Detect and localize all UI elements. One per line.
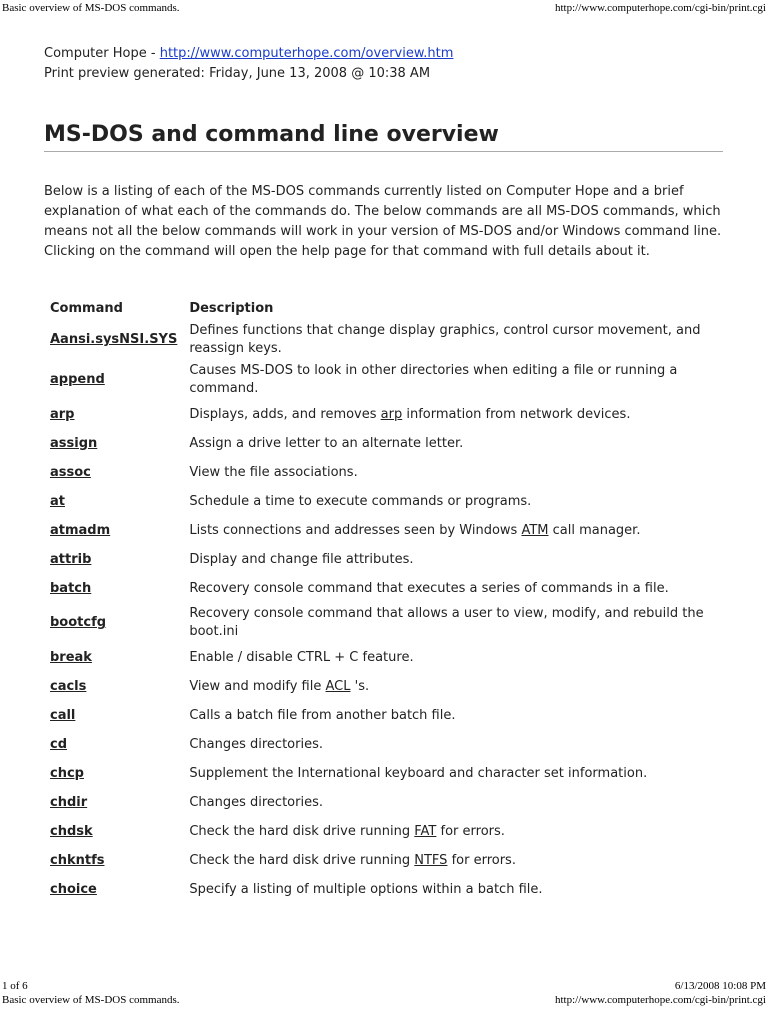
description-text: 's.: [350, 678, 370, 694]
table-row: [44, 672, 723, 701]
command-cell: [44, 701, 183, 730]
description-text: View and modify file: [189, 678, 326, 694]
description-text: for errors.: [436, 823, 505, 839]
description-cell: View the file associations.: [189, 464, 358, 480]
command-link[interactable]: Aansi.sysNSI.SYS: [50, 332, 178, 347]
table-row: [44, 360, 723, 400]
description-text: Check the hard disk drive running: [189, 823, 415, 839]
table-row: [44, 458, 723, 487]
command-cell: [44, 574, 183, 603]
command-cell: [44, 487, 183, 516]
description-cell: Supplement the International keyboard and character set information.: [189, 765, 648, 781]
command-link[interactable]: choice: [50, 881, 97, 897]
intro-paragraph: Below is a listing of each of the MS-DOS commands currently listed on Computer Hope and a brief explanation of what each of the commands do. The below commands are all MS-DOS commands, which means not all the below commands will work in your version of MS-DOS and/or Windows command line. Clicking on the command will open the help page for that command with full details about it.: [44, 184, 722, 259]
command-link[interactable]: bootcfg: [50, 615, 107, 630]
command-link[interactable]: chdsk: [50, 823, 93, 839]
command-link[interactable]: break: [50, 649, 92, 665]
source-link[interactable]: http://www.computerhope.com/overview.htm: [159, 46, 454, 61]
print-footer: [0, 980, 768, 1020]
command-link[interactable]: assoc: [50, 464, 91, 480]
description-cell: [183, 400, 723, 429]
page-content: [44, 44, 723, 897]
command-link[interactable]: cd: [50, 736, 68, 752]
description-cell: Calls a batch file from another batch file.: [189, 707, 456, 723]
command-cell: [44, 672, 183, 701]
table-row: [44, 817, 723, 846]
table-row: [44, 545, 723, 574]
description-text: Displays, adds, and removes: [189, 406, 381, 422]
table-row: [44, 487, 723, 516]
glossary-link[interactable]: ACL: [325, 678, 351, 694]
description-cell: Defines functions that change display graphics, control cursor movement, and reassign keys.: [189, 323, 701, 356]
table-row: [44, 846, 723, 875]
table-row: [44, 516, 723, 545]
command-cell: [44, 875, 183, 904]
command-cell: [44, 429, 183, 458]
column-header-description: Description: [189, 300, 274, 316]
table-row: [44, 603, 723, 643]
description-cell: Changes directories.: [189, 794, 323, 810]
print-footer-title: Basic overview of MS-DOS commands.: [2, 994, 180, 1006]
table-row: [44, 875, 723, 904]
source-prefix: Computer Hope -: [44, 46, 160, 61]
print-header: [0, 2, 768, 16]
page-title: MS-DOS and command line overview: [44, 122, 723, 152]
commands-table-body: [44, 320, 723, 904]
table-row: [44, 643, 723, 672]
description-text: call manager.: [548, 522, 641, 538]
command-link[interactable]: arp: [50, 406, 75, 422]
print-footer-datetime: 6/13/2008 10:08 PM: [674, 980, 766, 992]
description-text: Lists connections and addresses seen by Windows: [189, 522, 522, 538]
generated-line: Print preview generated: Friday, June 13, 2008 @ 10:38 AM: [44, 66, 431, 81]
description-cell: [183, 817, 723, 846]
table-row: [44, 788, 723, 817]
command-cell: [44, 846, 183, 875]
source-line: [44, 44, 723, 64]
description-cell: Changes directories.: [189, 736, 323, 752]
command-link[interactable]: chkntfs: [50, 852, 105, 868]
command-cell: [44, 458, 183, 487]
description-text: information from network devices.: [402, 406, 631, 422]
command-link[interactable]: chcp: [50, 765, 84, 781]
description-cell: [183, 516, 723, 545]
command-link[interactable]: chdir: [50, 794, 88, 810]
command-link[interactable]: assign: [50, 435, 98, 451]
command-link[interactable]: batch: [50, 580, 92, 596]
command-cell: [44, 400, 183, 429]
table-row: [44, 759, 723, 788]
command-cell: [44, 545, 183, 574]
command-link[interactable]: at: [50, 493, 65, 509]
print-footer-page: 1 of 6: [2, 980, 28, 992]
table-header-row: [44, 296, 723, 320]
command-cell: [44, 817, 183, 846]
command-link[interactable]: attrib: [50, 551, 92, 567]
command-cell: [44, 730, 183, 759]
glossary-link[interactable]: arp: [380, 406, 403, 422]
description-text: for errors.: [447, 852, 516, 868]
description-cell: Enable / disable CTRL + C feature.: [189, 649, 414, 665]
description-cell: [183, 846, 723, 875]
glossary-link[interactable]: FAT: [414, 823, 437, 839]
command-cell: [44, 360, 183, 400]
description-cell: Recovery console command that allows a user to view, modify, and rebuild the boot.ini: [189, 606, 704, 639]
description-cell: Causes MS-DOS to look in other directories when editing a file or running a command.: [189, 363, 678, 396]
command-cell: [44, 759, 183, 788]
commands-table: [44, 296, 723, 904]
command-cell: [44, 788, 183, 817]
command-cell: [44, 603, 183, 643]
command-link[interactable]: atmadm: [50, 522, 111, 538]
description-cell: Schedule a time to execute commands or programs.: [189, 493, 532, 509]
description-cell: Display and change file attributes.: [189, 551, 414, 567]
table-row: [44, 400, 723, 429]
table-row: [44, 574, 723, 603]
print-header-title: Basic overview of MS-DOS commands.: [2, 2, 180, 14]
print-footer-url: http://www.computerhope.com/cgi-bin/print.cgi: [555, 994, 766, 1006]
description-cell: [183, 672, 723, 701]
table-row: [44, 730, 723, 759]
description-cell: Recovery console command that executes a series of commands in a file.: [189, 580, 669, 596]
command-cell: [44, 643, 183, 672]
glossary-link[interactable]: NTFS: [414, 852, 448, 868]
table-row: [44, 701, 723, 730]
description-text: Check the hard disk drive running: [189, 852, 415, 868]
column-header-command: Command: [50, 300, 123, 316]
command-link[interactable]: append: [50, 372, 105, 387]
glossary-link[interactable]: ATM: [521, 522, 549, 538]
print-header-url: http://www.computerhope.com/cgi-bin/print.cgi: [555, 2, 766, 14]
description-cell: Assign a drive letter to an alternate letter.: [189, 435, 464, 451]
table-row: [44, 429, 723, 458]
command-cell: [44, 320, 183, 360]
description-cell: Specify a listing of multiple options within a batch file.: [189, 881, 543, 897]
command-cell: [44, 516, 183, 545]
command-link[interactable]: cacls: [50, 678, 87, 694]
table-row: [44, 320, 723, 360]
command-link[interactable]: call: [50, 707, 76, 723]
